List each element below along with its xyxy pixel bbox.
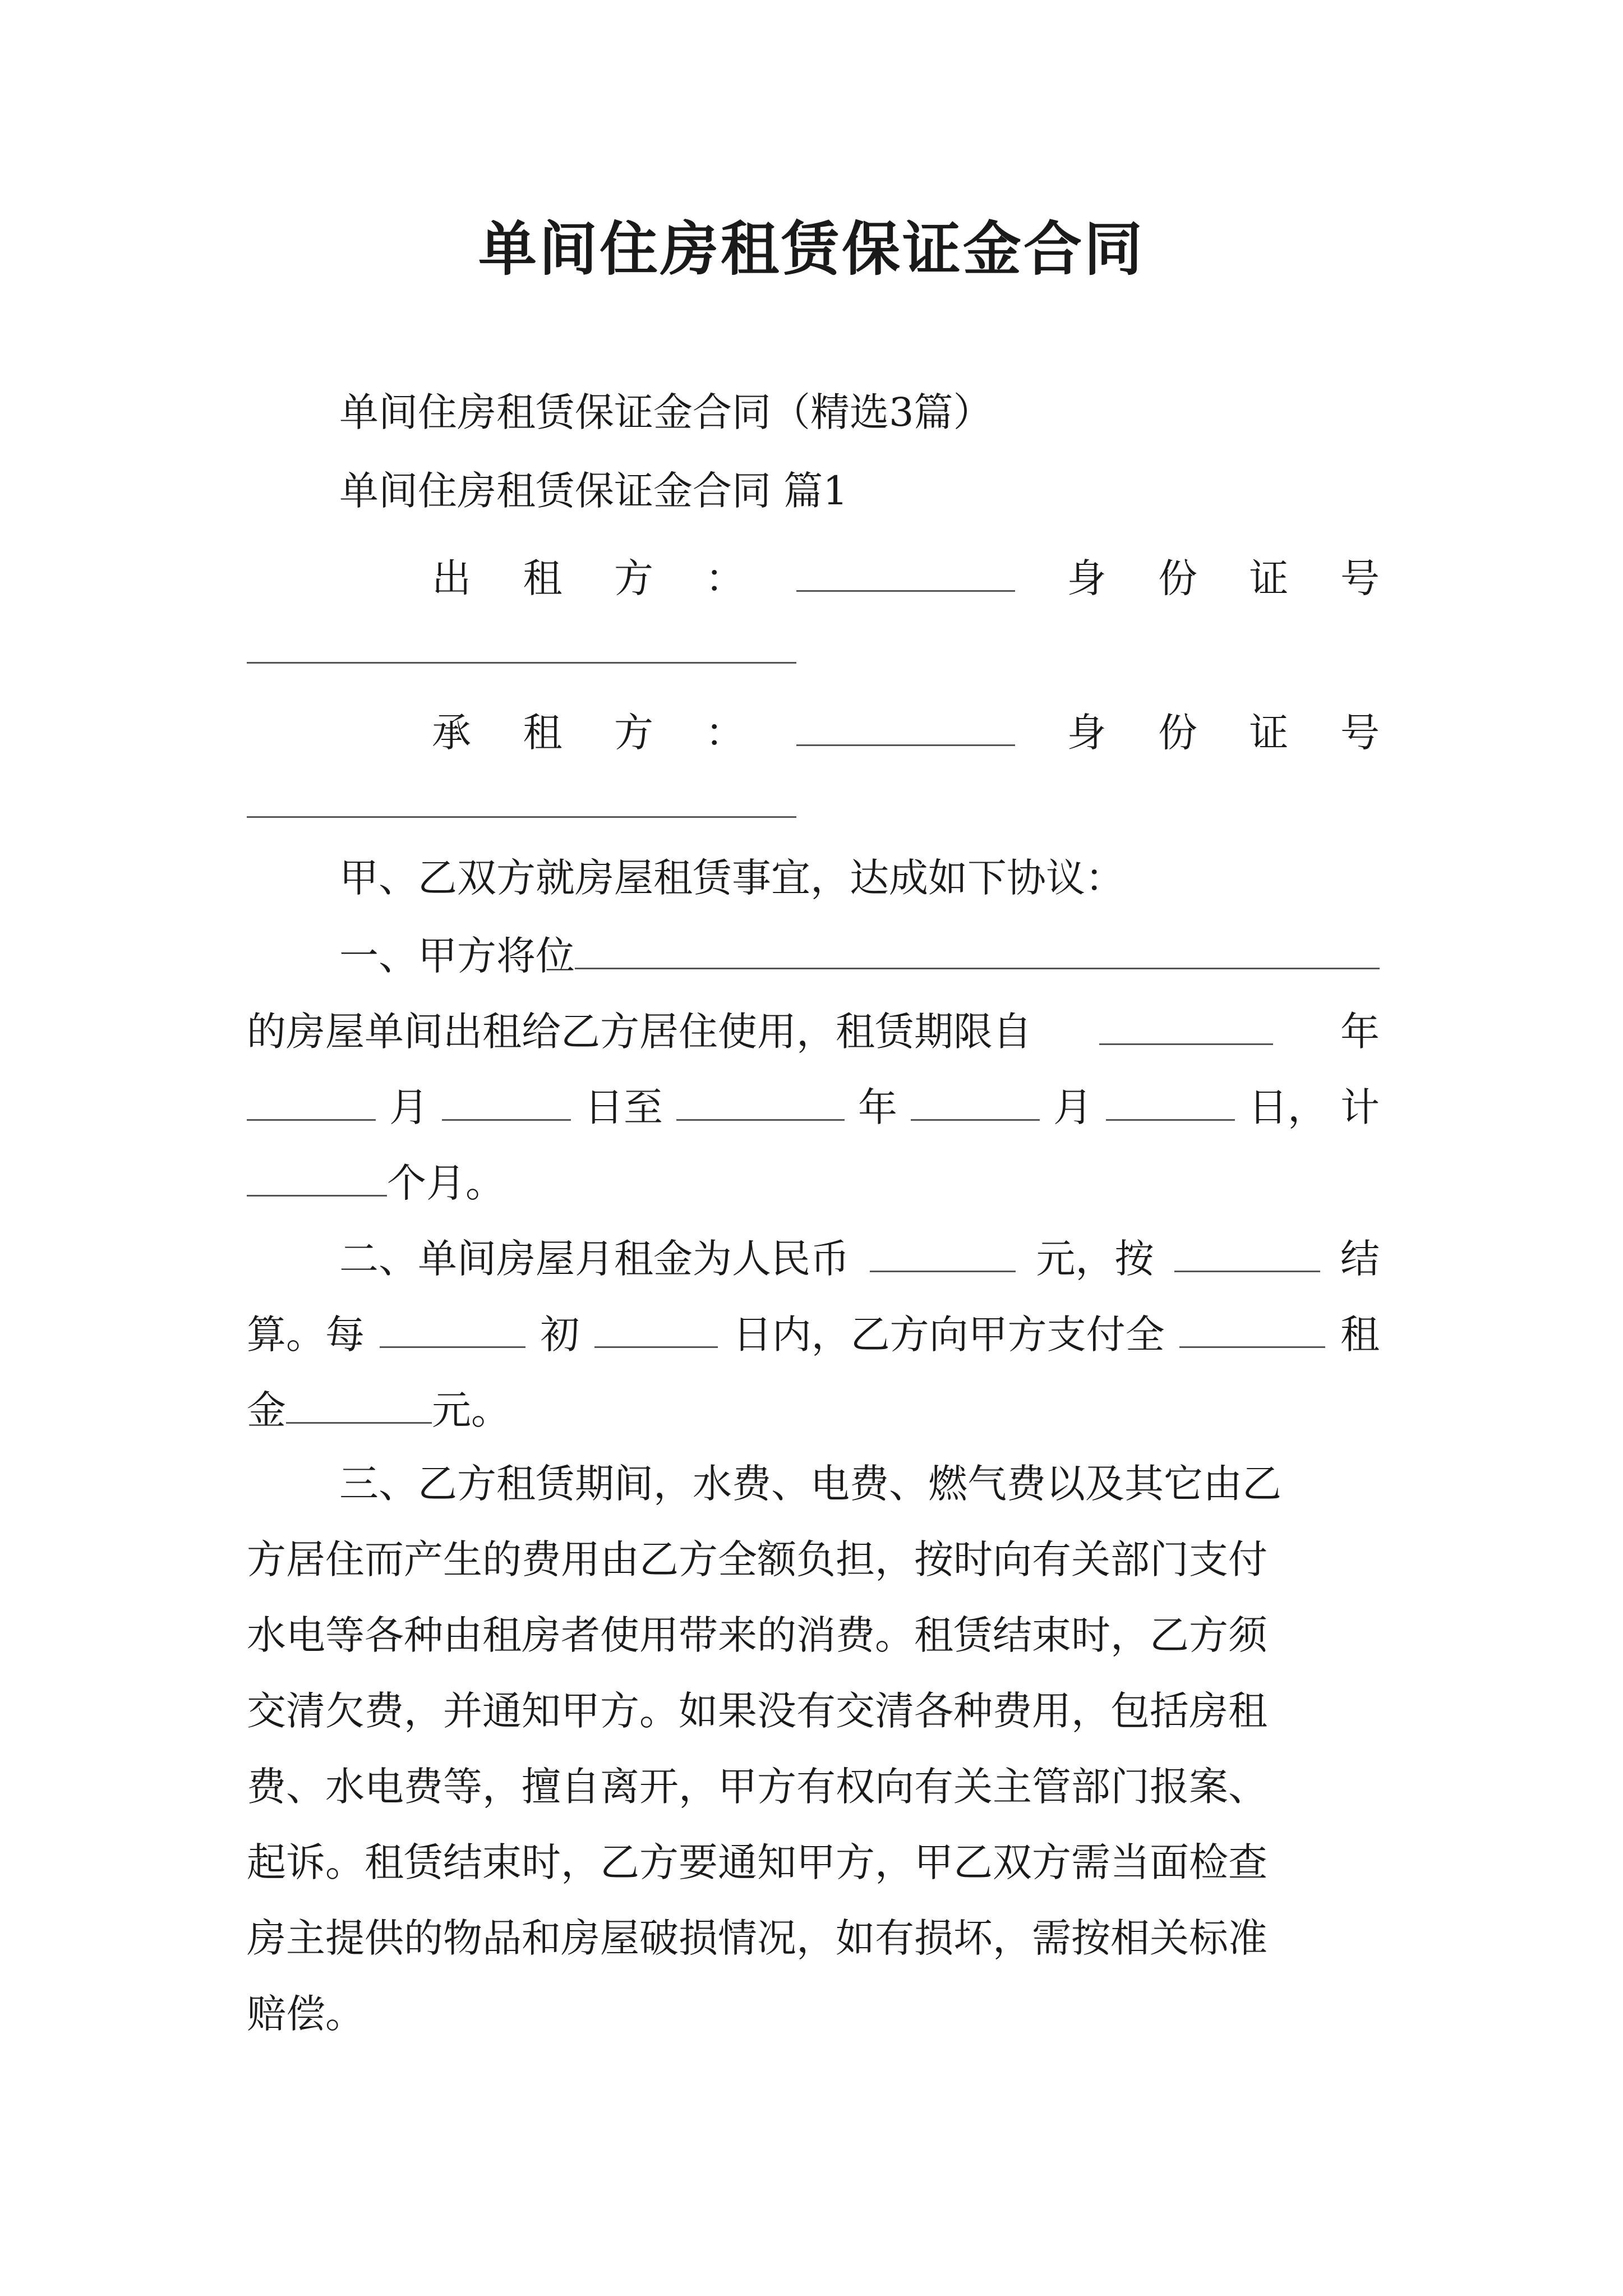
lessor-id-char: 份 — [1158, 555, 1197, 601]
lessor-id-char: 号 — [1340, 555, 1380, 601]
rent-total-blank — [286, 1388, 432, 1424]
lessee-char: 租 — [523, 710, 562, 756]
lessor-id-char: 身 — [1067, 555, 1106, 601]
month-label: 月 — [389, 1084, 428, 1130]
clause1-line1 — [339, 933, 1380, 979]
start-day-blank — [442, 1085, 571, 1121]
clause3-line: 费、水电费等，擅自离开，甲方有权向有关主管部门报案、 — [247, 1764, 1267, 1810]
payment-period-blank — [380, 1313, 525, 1348]
clause3-line: 方居住而产生的费用由乙方全额负担，按时向有关部门支付 — [247, 1536, 1267, 1582]
lessee-id-char: 号 — [1340, 710, 1380, 756]
day-to-label: 日至 — [584, 1084, 663, 1130]
clause1-prefix: 一、甲方将位 — [339, 933, 575, 979]
months-count-blank — [247, 1161, 387, 1197]
total-label: 计 — [1340, 1084, 1380, 1130]
lessor-name-blank — [796, 556, 1015, 592]
clause3-line: 水电等各种由租房者使用带来的消费。租赁结束时，乙方须 — [247, 1612, 1267, 1658]
clause1-line3 — [247, 1084, 1380, 1130]
clause2-text-c: 结 — [1340, 1236, 1380, 1282]
document-title: 单间住房租赁保证金合同 — [478, 214, 1145, 283]
months-label: 个月。 — [387, 1160, 505, 1206]
clause2-line3 — [247, 1387, 1380, 1433]
payment-day-blank — [594, 1313, 718, 1348]
clause2-line1 — [339, 1236, 1380, 1282]
lessee-row — [432, 701, 1380, 758]
end-year-blank — [676, 1085, 845, 1121]
lessor-char: ： — [705, 555, 745, 601]
clause2-text-a: 二、单间房屋月租金为人民币 — [339, 1236, 850, 1282]
lessee-id-char: 份 — [1158, 710, 1197, 756]
lessee-id-char: 身 — [1067, 710, 1106, 756]
year2-label: 年 — [858, 1084, 897, 1130]
lessor-row — [432, 547, 1380, 604]
clause2-text-d: 算。每 — [247, 1312, 365, 1358]
clause3-line: 房主提供的物品和房屋破损情况，如有损坏，需按相关标准 — [247, 1915, 1267, 1961]
clause2-text-i: 元。 — [432, 1387, 510, 1433]
part-heading: 单间住房租赁保证金合同 篇1 — [339, 468, 848, 514]
clause3-line: 交清欠费，并通知甲方。如果没有交清各种费用，包括房租 — [247, 1688, 1267, 1734]
clause1-line2 — [247, 1009, 1380, 1055]
clause2-text-h: 金 — [247, 1387, 286, 1433]
settlement-period-blank — [1174, 1237, 1320, 1272]
clause2-text-b: 元，按 — [1036, 1236, 1154, 1282]
document-subtitle: 单间住房租赁保证金合同（精选3篇） — [339, 389, 993, 435]
end-month-blank — [911, 1085, 1040, 1121]
lessee-char: ： — [705, 710, 745, 756]
lessee-char: 方 — [614, 710, 653, 756]
day2-label: 日， — [1248, 1084, 1327, 1130]
lessor-id-blank — [247, 662, 796, 664]
end-day-blank — [1106, 1085, 1235, 1121]
address-blank — [575, 934, 1380, 969]
start-year-blank — [1099, 1010, 1273, 1045]
clause2-line2 — [247, 1312, 1380, 1358]
agreement-intro: 甲、乙双方就房屋租赁事宜，达成如下协议： — [339, 855, 1124, 901]
lessee-id-char: 证 — [1249, 710, 1289, 756]
clause2-text-g: 租 — [1340, 1312, 1380, 1358]
lessor-char: 租 — [523, 555, 562, 601]
clause2-text-f: 日内，乙方向甲方支付全 — [732, 1312, 1165, 1358]
clause3-line: 三、乙方租赁期间，水费、电费、燃气费以及其它由乙 — [339, 1461, 1281, 1507]
lessor-id-char: 证 — [1249, 555, 1289, 601]
lessor-char: 方 — [614, 555, 653, 601]
clause1-line4 — [247, 1160, 1380, 1206]
clause3-line: 起诉。租赁结束时，乙方要通知甲方，甲乙双方需当面检查 — [247, 1839, 1267, 1885]
rent-amount-blank — [870, 1237, 1016, 1272]
lessee-name-blank — [796, 711, 1015, 746]
lessee-id-blank — [247, 816, 796, 818]
start-month-blank — [247, 1085, 376, 1121]
clause1-text: 的房屋单间出租给乙方居住使用，租赁期限自 — [247, 1009, 1032, 1055]
clause3-line: 赔偿。 — [247, 1991, 365, 2037]
year-label: 年 — [1340, 1009, 1380, 1055]
month2-label: 月 — [1053, 1084, 1092, 1130]
lessee-char: 承 — [432, 710, 471, 756]
clause2-text-e: 初 — [540, 1312, 580, 1358]
full-period-blank — [1179, 1313, 1325, 1348]
lessor-char: 出 — [432, 555, 471, 601]
